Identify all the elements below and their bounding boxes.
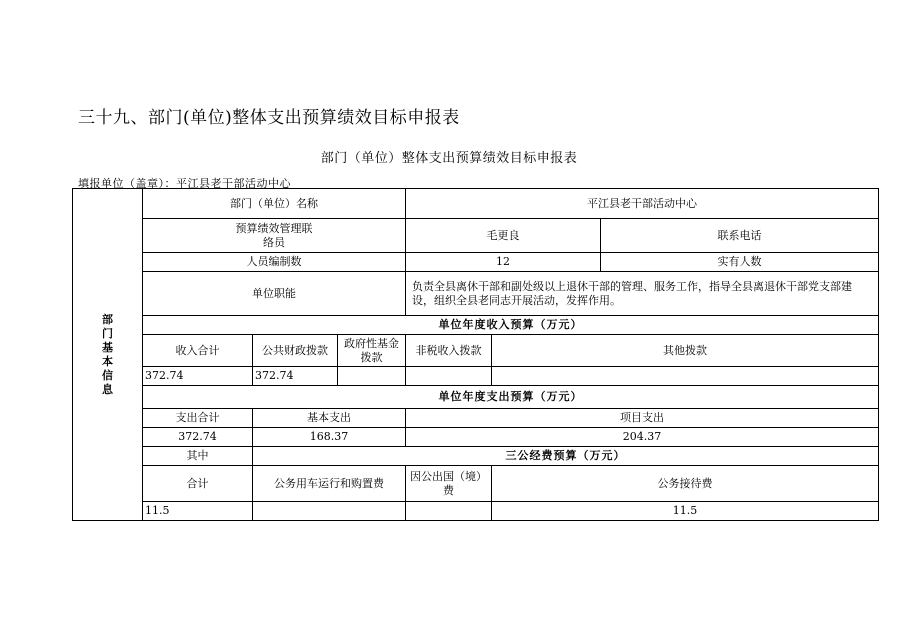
three-public-header: 因公出国（境）费 [406,466,492,502]
expense-header: 项目支出 [406,409,879,428]
table-row [73,316,879,335]
expense-section-title: 单位年度支出预算（万元） [143,386,879,409]
table-row [73,219,879,253]
income-header: 其他拨款 [492,335,879,367]
table-row [73,502,879,521]
table-row [73,367,879,386]
table-row [73,386,879,409]
three-public-header: 公务接待费 [492,466,879,502]
income-section-title: 单位年度收入预算（万元） [143,316,879,335]
contact-label: 预算绩效管理联络员 [143,219,406,253]
duty-label: 单位职能 [143,272,406,316]
table-row [73,409,879,428]
page-heading: 三十九、部门(单位)整体支出预算绩效目标申报表 [78,108,460,128]
income-value [492,367,879,386]
fill-unit-line: 填报单位（盖章）：平江县老干部活动中心 [78,177,291,190]
three-public-value [406,502,492,521]
expense-value: 372.74 [143,428,253,447]
income-value [338,367,406,386]
table-row [73,466,879,502]
unit-name-value: 平江县老干部活动中心 [406,189,879,219]
among-label: 其中 [143,447,253,466]
three-public-header: 公务用车运行和购置费 [253,466,406,502]
staff-quota-value: 12 [406,253,601,272]
actual-staff-label: 实有人数 [601,253,879,272]
contact-value: 毛更良 [406,219,601,253]
expense-header: 支出合计 [143,409,253,428]
three-public-section-title: 三公经费预算（万元） [253,447,879,466]
income-value: 372.74 [253,367,338,386]
table-row [73,189,879,219]
table-row [73,253,879,272]
unit-name-label: 部门（单位）名称 [143,189,406,219]
expense-value: 204.37 [406,428,879,447]
income-header: 收入合计 [143,335,253,367]
income-header: 非税收入拨款 [406,335,492,367]
three-public-value: 11.5 [143,502,253,521]
phone-label: 联系电话 [601,219,879,253]
income-value: 372.74 [143,367,253,386]
table-row [73,447,879,466]
table-row [73,335,879,367]
expense-value: 168.37 [253,428,406,447]
three-public-header: 合计 [143,466,253,502]
budget-table [72,188,879,521]
expense-header: 基本支出 [253,409,406,428]
duty-value: 负责全县离休干部和副处级以上退休干部的管理、服务工作，指导全县离退休干部党支部建设，组织全县老同志开展活动，发挥作用。 [406,272,879,316]
income-header: 政府性基金拨款 [338,335,406,367]
table-row [73,272,879,316]
three-public-value [253,502,406,521]
staff-quota-label: 人员编制数 [143,253,406,272]
three-public-value: 11.5 [492,502,879,521]
income-value [406,367,492,386]
table-row [73,428,879,447]
income-header: 公共财政拨款 [253,335,338,367]
section-label: 部门基本信息 [73,189,143,521]
table-title: 部门（单位）整体支出预算绩效目标申报表 [320,151,578,166]
